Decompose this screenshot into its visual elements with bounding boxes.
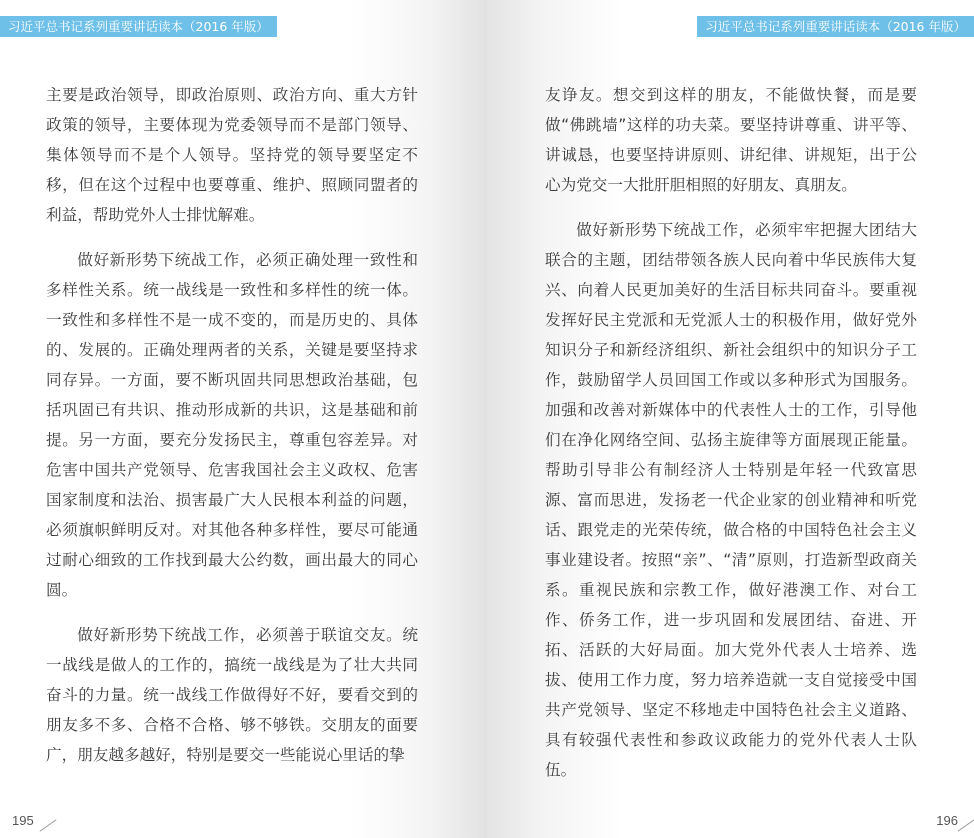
paragraph: 做好新形势下统战工作，必须善于联谊交友。统一战线是做人的工作的，搞统一战线是为了壮大共同奋斗的力量。统一战线工作做得好不好，要看交到的朋友多不多、合格不合格、够不够铁。交朋友的面要广，朋友越多越好，特别是要交一些能说心里话的挚 xyxy=(46,626,418,764)
running-header-left: 习近平总书记系列重要讲话读本（2016 年版） xyxy=(0,16,277,37)
right-page-body xyxy=(545,80,917,800)
paragraph: 友诤友。想交到这样的朋友，不能做快餐，而是要做“佛跳墙”这样的功夫菜。要坚持讲尊重、讲平等、讲诚恳，也要坚持讲原则、讲纪律、讲规矩，出于公心为党交一大批肝胆相照的好朋友、真朋友。 xyxy=(545,86,917,194)
paragraph: 做好新形势下统战工作，必须正确处理一致性和多样性关系。统一战线是一致性和多样性的统一体。一致性和多样性不是一成不变的，而是历史的、具体的、发展的。正确处理两者的关系，关键是要坚持求同存异。一方面，要不断巩固共同思想政治基础，包括巩固已有共识、推动形成新的共识，这是基础和前提。另一方面，要充分发扬民主，尊重包容差异。对危害中国共产党领导、危害我国社会主义政权、危害国家制度和法治、损害最广大人民根本利益的问题，必须旗帜鲜明反对。对其他各种多样性，要尽可能通过耐心细致的工作找到最大公约数，画出最大的同心圆。 xyxy=(46,251,418,599)
left-page-body xyxy=(46,80,418,785)
paragraph: 做好新形势下统战工作，必须牢牢把握大团结大联合的主题，团结带领各族人民向着中华民族伟大复兴、向着人民更加美好的生活目标共同奋斗。要重视发挥好民主党派和无党派人士的积极作用，做好党外知识分子和新经济组织、新社会组织中的知识分子工作，鼓励留学人员回国工作或以多种形式为国服务。加强和改善对新媒体中的代表性人士的工作，引导他们在净化网络空间、弘扬主旋律等方面展现正能量。帮助引导非公有制经济人士特别是年轻一代致富思源、富而思进，发扬老一代企业家的创业精神和听党话、跟党走的光荣传统，做合格的中国特色社会主义事业建设者。按照“亲”、“清”原则，打造新型政商关系。重视民族和宗教工作，做好港澳工作、对台工作、侨务工作，进一步巩固和发展团结、奋进、开拓、活跃的大好局面。加大党外代表人士培养、选拔、使用工作力度，努力培养造就一支自觉接受中国共产党领导、坚定不移地走中国特色社会主义道路、具有较强代表性和参政议政能力的党外代表人士队伍。 xyxy=(545,221,917,779)
right-page xyxy=(487,0,974,838)
page-number-divider xyxy=(958,819,974,831)
paragraph: 主要是政治领导，即政治原则、政治方向、重大方针政策的领导，主要体现为党委领导而不是部门领导、集体领导而不是个人领导。坚持党的领导要坚定不移，但在这个过程中也要尊重、维护、照顾同盟者的利益，帮助党外人士排忧解难。 xyxy=(46,86,418,224)
page-number-right: 196 xyxy=(936,813,958,828)
page-number-divider xyxy=(40,819,57,831)
running-header-right: 习近平总书记系列重要讲话读本（2016 年版） xyxy=(697,16,974,37)
page-number-left: 195 xyxy=(12,813,34,828)
